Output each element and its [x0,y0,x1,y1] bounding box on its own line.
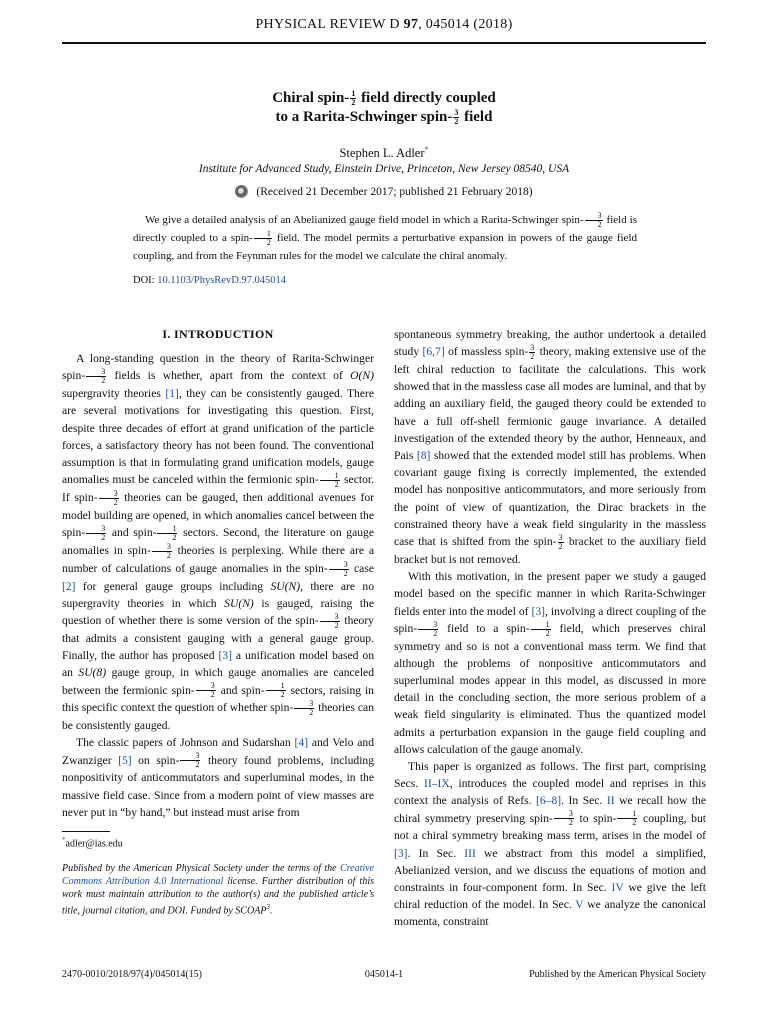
citation-link[interactable]: [3] [531,604,546,618]
journal-name: PHYSICAL REVIEW D [255,17,400,32]
section-link[interactable]: IV [611,881,624,895]
journal-header [62,17,706,33]
citation-link[interactable]: [4] [294,736,309,750]
citation-link[interactable]: [3] [218,649,232,663]
citation-link[interactable]: [3] [394,846,408,860]
title-text: to a Rarita-Schwinger spin- [275,109,453,125]
article-title-line-1 [62,90,706,107]
doi-label: DOI: [133,275,155,286]
section-link[interactable]: II–IX [423,777,450,791]
license-link[interactable]: Creative Commons Attribution 4.0 International [62,863,374,887]
abstract-text: We give a detailed analysis of an Abelianized gauge field model in which a Rarita-Schwinger spin- $\frac{3}{2}$ field is directly coupled to a spin- $\frac{1}{2}$ field. The model permits a perturbative expansion in powers of the gauge field coupling, and from the Feynman rules for the model we calculate the chiral anomaly. [133,210,637,262]
citation-link[interactable]: [8] [416,449,431,463]
article-number-year: , 045014 (2018) [418,17,513,32]
fraction-one-half: $\frac{1}{2}$ [351,89,356,108]
received-text: (Received 21 December 2017; published 21 February 2018) [256,186,533,199]
article-title-line-2 [62,109,706,126]
fraction-three-halves: $\frac{3}{2}$ [454,108,459,127]
citation-link[interactable]: [6,7] [422,345,445,359]
intro-paragraph-3: With this motivation, in the present paper we study a gauged model based on the specific manner in which Rarita-Schwinger fields enter into the model of [3], involving a direct coupling of the spin- $\frac{3}{2}$ field to a spin- $\frac{1}{2}$ field, which preserves chiral symmetry and so is not a conventional mass term. We find that although the problems of nonpositive anticommutators and superluminal modes appear in this model, as discussed in more detail in the concluding section, the more serious problem of a weak field singularity is eliminated. Thus the quantized model admits a perturbation expansion in the gauge field coupling and allows calculation of the gauge anomaly. [394,570,707,756]
intro-paragraph-2: The classic papers of Johnson and Sudarshan [4] and Velo and Zwanziger [5] on spin- $\frac{3}{2}$ theory found problems, including nonpositivity of anticommutators and superluminal modes, in the massive field case. Since from a modern point of view masses are never put in “by hand,” but instead must arise from [62,736,375,819]
header-divider [62,42,706,44]
author-line [62,145,706,161]
author-footnote [62,836,374,849]
journal-volume: 97 [403,17,419,32]
author-name: Stephen L. Adler [339,146,425,161]
license-notice: Published by the American Physical Society under the terms of the Creative Commons Attribution 4.0 International license. Further distribution of this work must maintain attribution to the author(s) and the published article’s title, journal citation, and DOI. Funded by SCOAP$^3$. [62,863,374,917]
doi-link[interactable]: 10.1103/PhysRevD.97.045014 [157,275,287,286]
intro-paragraph-1: A long-standing question in the theory of Rarita-Schwinger spin- $\frac{3}{2}$ fields is whether, apart from the context of O(N) supergravity theories [1], they can be consistently gauged. There are several motivations for investigating this question. First, despite three decades of effort at grand unification of the particle forces, a satisfactory theory has not been found. The conventional assumption is that in formulating grand unification models, gauge anomalies must be canceled within the fermionic spin- $\frac{1}{2}$ sector. If spin- $\frac{3}{2}$ theories can be gauged, then additional avenues for model building are opened, in which anomalies cancel between the spin- $\frac{3}{2}$ and spin- $\frac{1}{2}$ sectors. Second, the literature on gauge anomalies in spin- $\frac{3}{2}$ theories is perplexing. While there are a number of calculations of gauge anomalies in the spin- $\frac{3}{2}$ case [2] for general gauge groups including SU(N), there are no supergravity theories in which SU(N) is gauged, raising the question of whether there is some version of the spin- $\frac{3}{2}$ theory that admits a consistent gauging with a general gauge group. Finally, the author has proposed [3] a unification model based on an SU(8) gauge group, in which gauge anomalies are canceled between the fermionic spin- $\frac{3}{2}$ and spin- $\frac{1}{2}$ sectors, raising in this specific context the question of whether spin- $\frac{3}{2}$ theories can be consistently gauged. [62,352,375,733]
footer-issn: 2470-0010/2018/97(4)/045014(15) [62,969,202,980]
title-text: Chiral spin- [272,90,350,106]
author-email[interactable]: adler@ias.edu [65,838,123,850]
title-text: field directly coupled [357,90,496,106]
section-heading: I. INTRODUCTION [162,327,274,341]
title-text: field [460,109,493,125]
abstract [133,211,637,290]
footnote-divider [62,831,110,832]
citation-link[interactable]: [2] [62,579,76,593]
received-dates [62,186,706,199]
intro-paragraph-continued: spontaneous symmetry breaking, the author undertook a detailed study [6,7] of massless spin- $\frac{3}{2}$ theory, making extensive use of the left chiral reduction to facilitate the calculations. This work showed that in the massless case all modes are luminal, and that by adding an auxiliary field, the gauged theory could be extended to have a full off-shell fermionic gauge invariance. A detailed investigation of the extended theory by the author, Henneaux, and Pais [8] showed that the extended model still has problems. When covariant gauge fixing is correctly implemented, the extended model has nonpositive anticommutators, and more seriously from the point of view of quantization, the Dirac brackets in the constrained theory have a weak field singularity in the massless case that is shifted from the spin- $\frac{3}{2}$ bracket to the auxiliary field bracket but is not removed. [394,328,706,566]
left-column [62,326,374,821]
citation-link[interactable]: [6–8] [536,794,562,808]
citation-link[interactable]: [5] [118,753,132,767]
intro-paragraph-4: This paper is organized as follows. The first part, comprising Secs. II–IX, introduces the coupled model and reprises in this context the analysis of Refs. [6–8]. In Sec. II we recall how the chiral symmetry preserving spin- $\frac{3}{2}$ to spin- $\frac{1}{2}$ coupling, but not a chiral symmetry breaking mass term, arises in the model of [3]. In Sec. III we abstract from this model a simplified, Abelianized version, and we discuss the equations of motion and constraints in four-component form. In Sec. IV we give the left chiral reduction of the model. In Sec. V we analyze the canonical momenta, constraint [394,760,707,929]
footnote-mark: * [62,836,66,844]
crossmark-icon[interactable] [235,185,248,198]
footer-publisher: Published by the American Physical Society [529,969,706,980]
page-number: 045014-1 [364,969,404,980]
doi-line [133,272,637,290]
author-affiliation: Institute for Advanced Study, Einstein Drive, Princeton, New Jersey 08540, USA [198,163,570,175]
section-link[interactable]: II [606,794,615,808]
citation-link[interactable]: [1] [165,387,179,401]
right-column [394,326,706,931]
section-link[interactable]: V [575,898,584,912]
section-link[interactable]: III [464,846,476,860]
author-footnote-mark[interactable]: * [424,145,429,154]
